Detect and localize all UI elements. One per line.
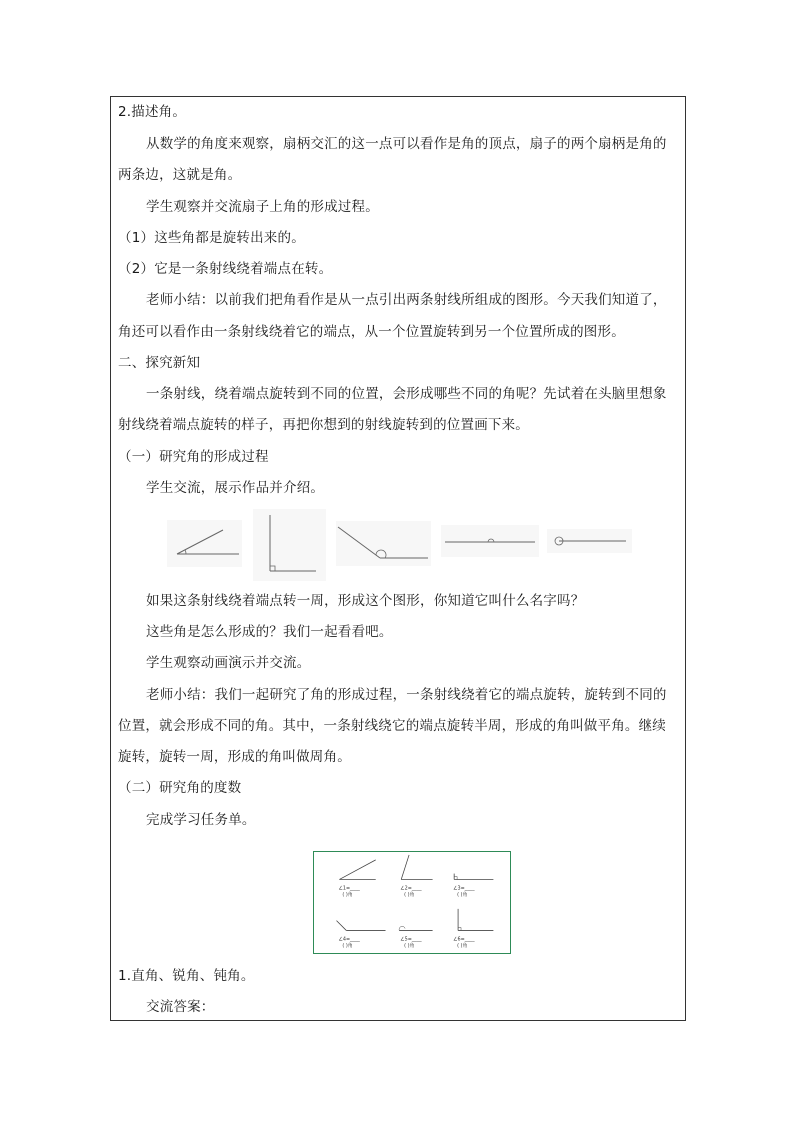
angle-3-kind: ( )角 — [457, 892, 468, 899]
right-angle-figure — [253, 509, 326, 581]
text-line: （2）它是一条射线绕着端点在转。 — [118, 261, 333, 277]
text-line: 老师小结：以前我们把角看作是从一点引出两条射线所组成的图形。今天我们知道了， — [146, 292, 667, 308]
text-line: 学生观察动画演示并交流。 — [146, 655, 311, 671]
angle-4-kind: ( )角 — [342, 943, 353, 950]
text-line: 旋转，旋转一周，形成的角叫做周角。 — [118, 749, 351, 765]
text-line: 两条边，这就是角。 — [118, 167, 242, 183]
text-line: 角还可以看作由一条射线绕着它的端点，从一个位置旋转到另一个位置所成的图形。 — [118, 324, 625, 340]
angle-1-label: ∠1=____ — [338, 885, 360, 892]
acute-angle-figure — [167, 520, 242, 567]
text-line: 这些角是怎么形成的？我们一起看看吧。 — [146, 624, 393, 640]
text-line: 如果这条射线绕着端点转一周，形成这个图形，你知道它叫什么名字吗？ — [146, 593, 585, 609]
text-line: 学生观察并交流扇子上角的形成过程。 — [146, 199, 379, 215]
text-line: 学生交流，展示作品并介绍。 — [146, 480, 325, 496]
subsection-heading: （一）研究角的形成过程 — [118, 449, 269, 465]
text-line: 一条射线，绕着端点旋转到不同的位置，会形成哪些不同的角呢？先试着在头脑里想象 — [146, 386, 667, 402]
angle-1-kind: ( )角 — [342, 892, 353, 899]
angle-6-label: ∠6=____ — [453, 936, 475, 943]
angle-2-label: ∠2=____ — [400, 885, 422, 892]
text-line: 2.描述角。 — [118, 104, 187, 120]
text-line: 交流答案： — [146, 999, 215, 1015]
angle-6-kind: ( )角 — [457, 943, 468, 950]
section-heading: 二、探究新知 — [118, 355, 201, 371]
text-line: 老师小结：我们一起研究了角的形成过程，一条射线绕着它的端点旋转，旋转到不同的 — [146, 687, 667, 703]
text-line: 位置，就会形成不同的角。其中，一条射线绕它的端点旋转半周，形成的角叫做平角。继续 — [118, 718, 666, 734]
obtuse-angle-figure — [336, 521, 431, 566]
straight-angle-figure — [441, 525, 539, 557]
text-line: 从数学的角度来观察，扇柄交汇的这一点可以看作是角的顶点，扇子的两个扇柄是角的 — [146, 136, 667, 152]
text-line: 1.直角、锐角、钝角。 — [118, 968, 255, 984]
angle-5-label: ∠5=____ — [400, 936, 422, 943]
angle-5-kind: ( )角 — [404, 943, 415, 950]
angle-2-kind: ( )角 — [404, 892, 415, 899]
task-sheet-image — [313, 851, 511, 954]
full-angle-figure — [547, 529, 632, 553]
subsection-heading: （二）研究角的度数 — [118, 780, 242, 796]
text-line: 射线绕着端点旋转的样子，再把你想到的射线旋转到的位置画下来。 — [118, 417, 529, 433]
angle-3-label: ∠3=____ — [453, 885, 475, 892]
text-line: 完成学习任务单。 — [146, 812, 256, 828]
text-line: （1）这些角都是旋转出来的。 — [118, 230, 305, 246]
angle-4-label: ∠4=____ — [338, 936, 360, 943]
